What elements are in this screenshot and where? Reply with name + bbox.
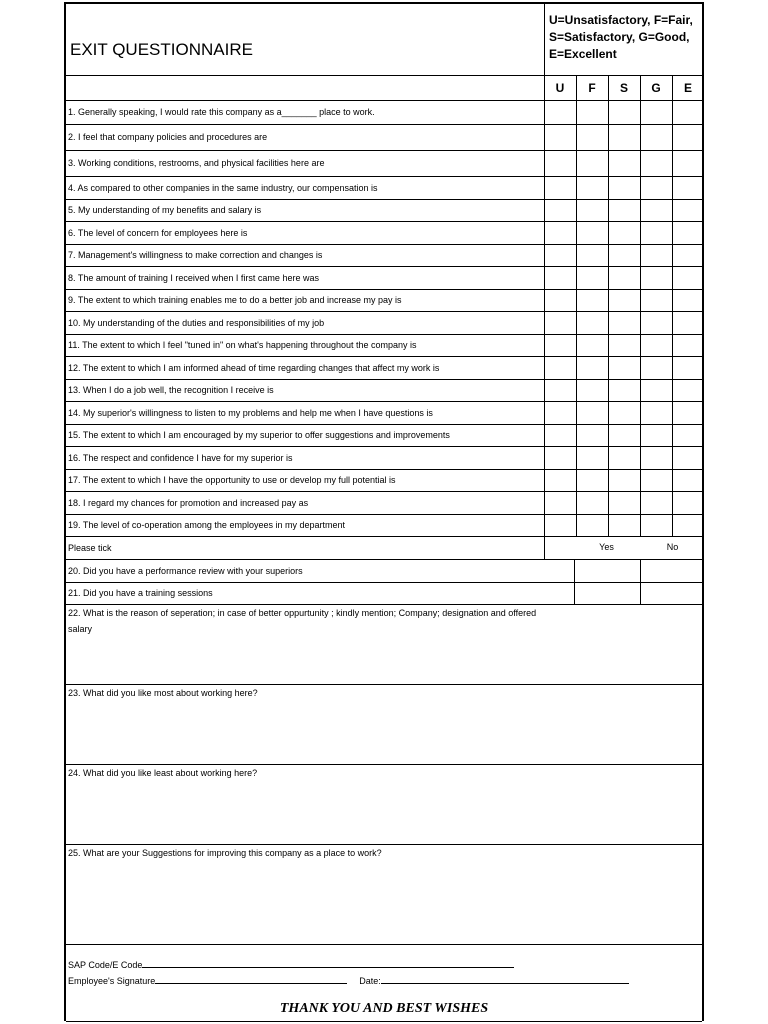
rating-cell-s[interactable] bbox=[609, 125, 639, 149]
rating-cell-f[interactable] bbox=[577, 470, 607, 490]
tick-instruction: Please tick bbox=[68, 543, 112, 553]
rating-cell-g[interactable] bbox=[641, 335, 671, 355]
rating-cell-g[interactable] bbox=[641, 151, 671, 175]
rating-cell-s[interactable] bbox=[609, 290, 639, 310]
rating-cell-f[interactable] bbox=[577, 335, 607, 355]
rating-cell-g[interactable] bbox=[641, 425, 671, 445]
rating-cell-u[interactable] bbox=[545, 380, 575, 400]
rating-cell-e[interactable] bbox=[673, 380, 703, 400]
signature-field[interactable] bbox=[155, 974, 347, 984]
question-text: 12. The extent to which I am informed ahead of time regarding changes that affect my work is bbox=[68, 362, 440, 373]
signature-label: Employee's Signature bbox=[68, 976, 156, 986]
question-text: 14. My superior's willingness to listen to my problems and help me when I have questions is bbox=[68, 407, 433, 418]
open-answer-area[interactable] bbox=[68, 718, 700, 762]
rating-column-header-g: G bbox=[651, 81, 661, 95]
rating-cell-u[interactable] bbox=[545, 222, 575, 243]
row-divider bbox=[66, 75, 702, 76]
question-text: 7. Management's willingness to make correction and changes is bbox=[68, 250, 323, 260]
rating-cell-f[interactable] bbox=[577, 267, 607, 288]
rating-cell-e[interactable] bbox=[673, 290, 703, 310]
rating-cell-f[interactable] bbox=[577, 222, 607, 243]
legend-line: U=Unsatisfactory, F=Fair, bbox=[549, 13, 693, 27]
legend-line: E=Excellent bbox=[549, 47, 617, 61]
question-text: 4. As compared to other companies in the same industry, our compensation is bbox=[68, 182, 378, 193]
rating-cell-s[interactable] bbox=[609, 312, 639, 333]
rating-cell-s[interactable] bbox=[609, 492, 639, 513]
column-divider bbox=[640, 559, 641, 604]
date-label: Date: bbox=[359, 976, 381, 986]
rating-column-header-s: S bbox=[619, 81, 628, 95]
row-divider bbox=[66, 536, 702, 537]
column-divider bbox=[608, 76, 609, 536]
rating-cell-u[interactable] bbox=[545, 447, 575, 468]
rating-cell-e[interactable] bbox=[673, 151, 703, 175]
column-divider bbox=[544, 536, 545, 559]
rating-cell-e[interactable] bbox=[673, 101, 703, 123]
rating-cell-f[interactable] bbox=[577, 312, 607, 333]
rating-cell-e[interactable] bbox=[673, 425, 703, 445]
question-text: 11. The extent to which I feel "tuned in" on what's happening throughout the company is bbox=[68, 340, 417, 350]
rating-cell-e[interactable] bbox=[673, 470, 703, 490]
question-text: 13. When I do a job well, the recognition I receive is bbox=[68, 385, 274, 395]
rating-column-header-u: U bbox=[555, 81, 565, 95]
rating-cell-s[interactable] bbox=[609, 267, 639, 288]
question-text: 5. My understanding of my benefits and salary is bbox=[68, 205, 262, 215]
column-divider bbox=[574, 559, 575, 604]
open-answer-area[interactable] bbox=[68, 798, 700, 842]
sap-code-label: SAP Code/E Code bbox=[68, 960, 143, 970]
rating-cell-e[interactable] bbox=[673, 200, 703, 220]
rating-cell-e[interactable] bbox=[673, 312, 703, 333]
column-divider bbox=[576, 76, 577, 536]
question-text: 8. The amount of training I received when I first came here was bbox=[68, 272, 319, 283]
rating-cell-s[interactable] bbox=[609, 425, 639, 445]
yes-column-header: Yes bbox=[599, 542, 614, 552]
rating-cell-s[interactable] bbox=[609, 402, 639, 423]
column-divider bbox=[544, 76, 545, 536]
date-field[interactable] bbox=[381, 974, 629, 984]
rating-cell-f[interactable] bbox=[577, 245, 607, 265]
no-column-header: No bbox=[666, 542, 679, 552]
rating-cell-u[interactable] bbox=[545, 200, 575, 220]
rating-cell-g[interactable] bbox=[641, 312, 671, 333]
question-text: 1. Generally speaking, I would rate this company as a_______ place to work. bbox=[68, 107, 375, 117]
rating-column-header-e: E bbox=[683, 81, 692, 95]
no-tick-cell[interactable] bbox=[641, 560, 703, 581]
rating-cell-g[interactable] bbox=[641, 402, 671, 423]
rating-cell-u[interactable] bbox=[545, 267, 575, 288]
rating-cell-g[interactable] bbox=[641, 125, 671, 149]
rating-cell-f[interactable] bbox=[577, 402, 607, 423]
exit-questionnaire-form bbox=[64, 2, 704, 1021]
rating-cell-e[interactable] bbox=[673, 515, 703, 535]
rating-cell-u[interactable] bbox=[545, 151, 575, 175]
column-divider bbox=[640, 76, 641, 536]
rating-cell-e[interactable] bbox=[673, 492, 703, 513]
rating-cell-u[interactable] bbox=[545, 125, 575, 149]
rating-cell-f[interactable] bbox=[577, 492, 607, 513]
open-question-text: 24. What did you like least about working here? bbox=[68, 768, 258, 778]
rating-cell-u[interactable] bbox=[545, 425, 575, 445]
rating-cell-g[interactable] bbox=[641, 357, 671, 378]
form-title: EXIT QUESTIONNAIRE bbox=[70, 40, 253, 59]
rating-cell-f[interactable] bbox=[577, 380, 607, 400]
rating-cell-e[interactable] bbox=[673, 245, 703, 265]
rating-cell-e[interactable] bbox=[673, 222, 703, 243]
rating-cell-g[interactable] bbox=[641, 222, 671, 243]
rating-cell-s[interactable] bbox=[609, 245, 639, 265]
rating-cell-s[interactable] bbox=[609, 200, 639, 220]
rating-cell-g[interactable] bbox=[641, 492, 671, 513]
rating-cell-f[interactable] bbox=[577, 125, 607, 149]
rating-cell-g[interactable] bbox=[641, 447, 671, 468]
yes-no-question-text: 21. Did you have a training sessions bbox=[68, 588, 213, 598]
rating-cell-s[interactable] bbox=[609, 515, 639, 535]
rating-cell-f[interactable] bbox=[577, 515, 607, 535]
rating-cell-u[interactable] bbox=[545, 312, 575, 333]
rating-cell-s[interactable] bbox=[609, 177, 639, 198]
footer-text: THANK YOU AND BEST WISHES bbox=[279, 1001, 489, 1016]
rating-legend bbox=[544, 4, 704, 76]
rating-cell-u[interactable] bbox=[545, 245, 575, 265]
question-text: 2. I feel that company policies and procedures are bbox=[68, 132, 268, 142]
rating-cell-u[interactable] bbox=[545, 402, 575, 423]
yes-no-question-text: 20. Did you have a performance review with your superiors bbox=[68, 565, 303, 576]
rating-cell-g[interactable] bbox=[641, 290, 671, 310]
rating-cell-f[interactable] bbox=[577, 177, 607, 198]
question-text: 15. The extent to which I am encouraged by my superior to offer suggestions and improvements bbox=[68, 430, 450, 440]
rating-cell-s[interactable] bbox=[609, 222, 639, 243]
column-divider bbox=[672, 76, 673, 536]
rating-column-header-f: F bbox=[588, 81, 596, 95]
rating-cell-s[interactable] bbox=[609, 447, 639, 468]
open-question-text: 23. What did you like most about working here? bbox=[68, 688, 258, 698]
rating-cell-g[interactable] bbox=[641, 267, 671, 288]
rating-cell-u[interactable] bbox=[545, 101, 575, 123]
question-text: 18. I regard my chances for promotion and increased pay as bbox=[68, 497, 309, 508]
open-answer-area[interactable] bbox=[68, 878, 700, 942]
question-text: 19. The level of co-operation among the employees in my department bbox=[68, 520, 345, 530]
yes-tick-cell[interactable] bbox=[575, 583, 639, 603]
rating-cell-g[interactable] bbox=[641, 515, 671, 535]
legend-line: S=Satisfactory, G=Good, bbox=[549, 30, 690, 44]
question-text: 10. My understanding of the duties and responsibilities of my job bbox=[68, 317, 325, 328]
row-divider bbox=[66, 944, 702, 945]
open-question-text: 25. What are your Suggestions for improving this company as a place to work? bbox=[68, 848, 382, 858]
rating-cell-f[interactable] bbox=[577, 425, 607, 445]
rating-cell-u[interactable] bbox=[545, 177, 575, 198]
rating-cell-s[interactable] bbox=[609, 335, 639, 355]
rating-cell-e[interactable] bbox=[673, 402, 703, 423]
open-answer-area[interactable] bbox=[68, 638, 700, 682]
rating-cell-f[interactable] bbox=[577, 357, 607, 378]
rating-cell-u[interactable] bbox=[545, 357, 575, 378]
question-text: 6. The level of concern for employees here is bbox=[68, 227, 248, 238]
rating-cell-u[interactable] bbox=[545, 470, 575, 490]
rating-cell-f[interactable] bbox=[577, 200, 607, 220]
question-text: 3. Working conditions, restrooms, and physical facilities here are bbox=[68, 158, 325, 168]
rating-cell-f[interactable] bbox=[577, 101, 607, 123]
question-text: 17. The extent to which I have the opportunity to use or develop my full potential is bbox=[68, 475, 396, 485]
rating-cell-f[interactable] bbox=[577, 151, 607, 175]
open-question-text: 22. What is the reason of seperation; in case of better oppurtunity ; kindly mention; Company; designation and offered salary bbox=[68, 608, 537, 634]
rating-cell-s[interactable] bbox=[609, 151, 639, 175]
rating-cell-u[interactable] bbox=[545, 335, 575, 355]
rating-cell-e[interactable] bbox=[673, 357, 703, 378]
sap-code-line bbox=[68, 958, 514, 970]
no-tick-cell[interactable] bbox=[641, 583, 703, 603]
question-text: 16. The respect and confidence I have for my superior is bbox=[68, 452, 293, 463]
rating-cell-e[interactable] bbox=[673, 267, 703, 288]
rating-cell-s[interactable] bbox=[609, 470, 639, 490]
rating-cell-g[interactable] bbox=[641, 101, 671, 123]
sap-code-field[interactable] bbox=[142, 958, 514, 968]
rating-cell-e[interactable] bbox=[673, 125, 703, 149]
rating-cell-s[interactable] bbox=[609, 101, 639, 123]
row-divider bbox=[66, 1021, 702, 1022]
rating-cell-e[interactable] bbox=[673, 335, 703, 355]
signature-line bbox=[68, 974, 629, 986]
rating-cell-f[interactable] bbox=[577, 447, 607, 468]
rating-cell-g[interactable] bbox=[641, 200, 671, 220]
rating-cell-s[interactable] bbox=[609, 357, 639, 378]
rating-cell-g[interactable] bbox=[641, 177, 671, 198]
rating-cell-g[interactable] bbox=[641, 380, 671, 400]
rating-cell-g[interactable] bbox=[641, 245, 671, 265]
rating-cell-e[interactable] bbox=[673, 447, 703, 468]
rating-cell-u[interactable] bbox=[545, 492, 575, 513]
rating-cell-g[interactable] bbox=[641, 470, 671, 490]
rating-cell-e[interactable] bbox=[673, 177, 703, 198]
rating-cell-u[interactable] bbox=[545, 290, 575, 310]
yes-tick-cell[interactable] bbox=[575, 560, 639, 581]
rating-cell-f[interactable] bbox=[577, 290, 607, 310]
rating-cell-u[interactable] bbox=[545, 515, 575, 535]
rating-cell-s[interactable] bbox=[609, 380, 639, 400]
question-text: 9. The extent to which training enables me to do a better job and increase my pay is bbox=[68, 295, 402, 305]
